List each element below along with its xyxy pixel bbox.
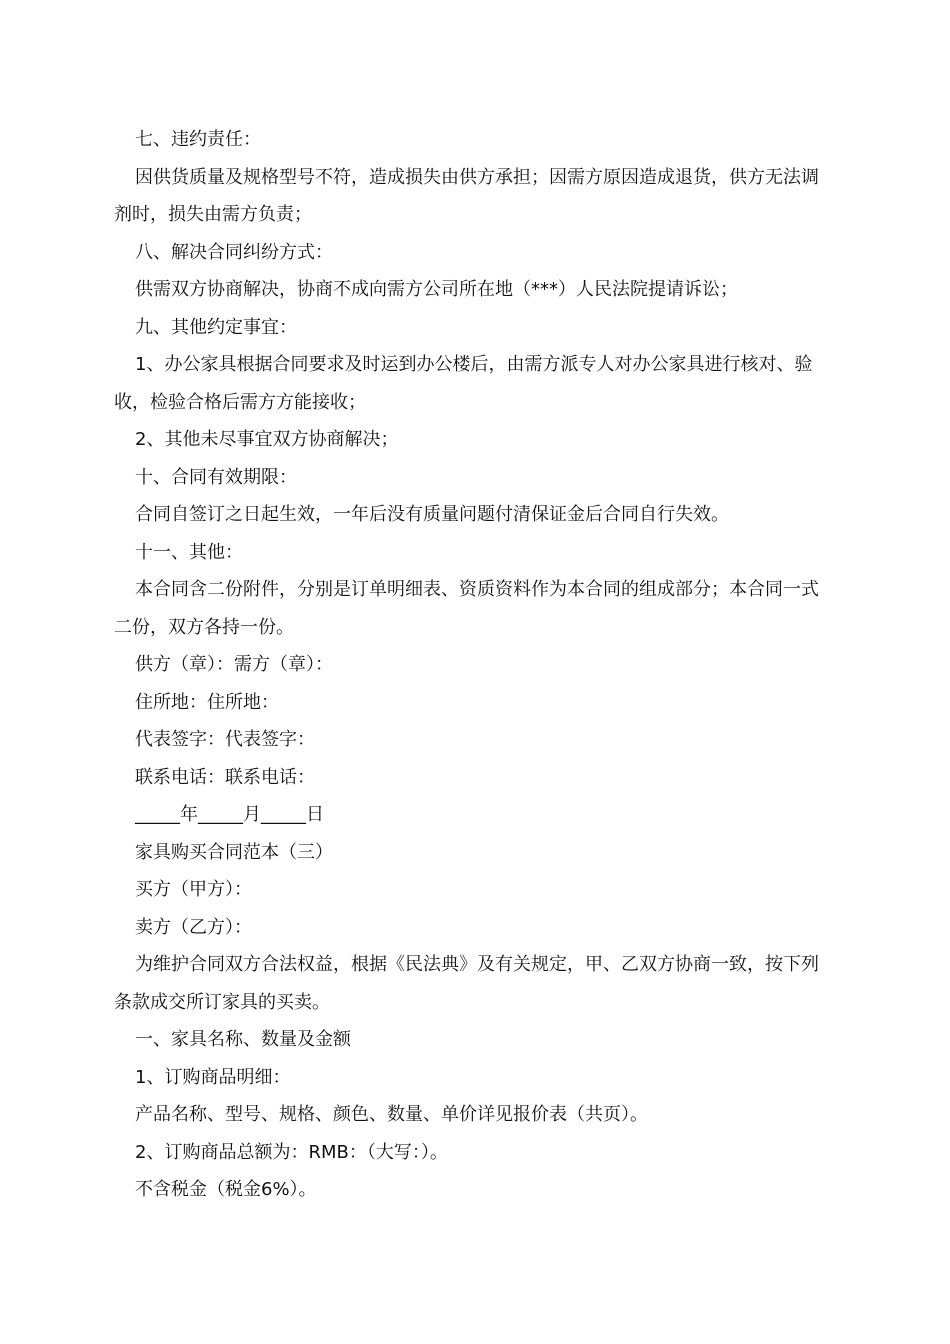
signature-date-line: _____年_____月_____日 [135,804,324,825]
goods-tax-note: 不含税金（税金6%）。 [135,1179,317,1200]
paragraph-breach-liability: 因供货质量及规格型号不符，造成损失由供方承担；因需方原因造成退货，供方无法调剂时，损失由需方负责； [114,166,819,225]
goods-item-2: 2、订购商品总额为：RMB：（大写：）。 [135,1141,448,1163]
section-heading-validity: 十、合同有效期限： [135,466,297,488]
contract-title: 家具购买合同范本（三） [135,841,333,863]
buyer-line: 买方（甲方）： [135,879,252,900]
paragraph-misc: 本合同含二份附件，分别是订单明细表、资质资料作为本合同的组成部分；本合同一式二份，双方各持一份。 [114,579,819,638]
paragraph-other-matters-2: 2、其他未尽事宜双方协商解决； [135,429,399,450]
section-heading-breach-liability: 七、违约责任： [135,129,261,150]
signature-address-line: 住所地：住所地： [135,691,279,713]
section-heading-misc: 十一、其他： [135,541,243,563]
section-heading-dispute-resolution: 八、解决合同纠纷方式： [135,241,333,263]
paragraph-preamble: 为维护合同双方合法权益，根据《民法典》及有关规定，甲、乙双方协商一致，按下列条款成交所订家具的买卖。 [114,954,819,1013]
paragraph-dispute-resolution: 供需双方协商解决，协商不成向需方公司所在地（***）人民法院提请诉讼； [135,279,738,300]
signature-phone-line: 联系电话：联系电话： [135,766,315,788]
signature-representative-line: 代表签字：代表签字： [135,729,315,750]
section-heading-other-matters: 九、其他约定事宜： [135,316,297,338]
paragraph-validity: 合同自签订之日起生效，一年后没有质量问题付清保证金后合同自行失效。 [135,504,729,525]
document-body [114,121,834,1209]
section-heading-goods: 一、家具名称、数量及金额 [135,1029,351,1050]
seller-line: 卖方（乙方）： [135,916,252,938]
paragraph-other-matters-1: 1、办公家具根据合同要求及时运到办公楼后，由需方派专人对办公家具进行核对、验收，检验合格后需方方能接收； [114,354,813,413]
goods-item-1: 1、订购商品明细： [135,1066,291,1088]
signature-seal-line: 供方（章）：需方（章）： [135,654,333,675]
goods-item-1-detail: 产品名称、型号、规格、颜色、数量、单价详见报价表（共页）。 [135,1104,648,1125]
